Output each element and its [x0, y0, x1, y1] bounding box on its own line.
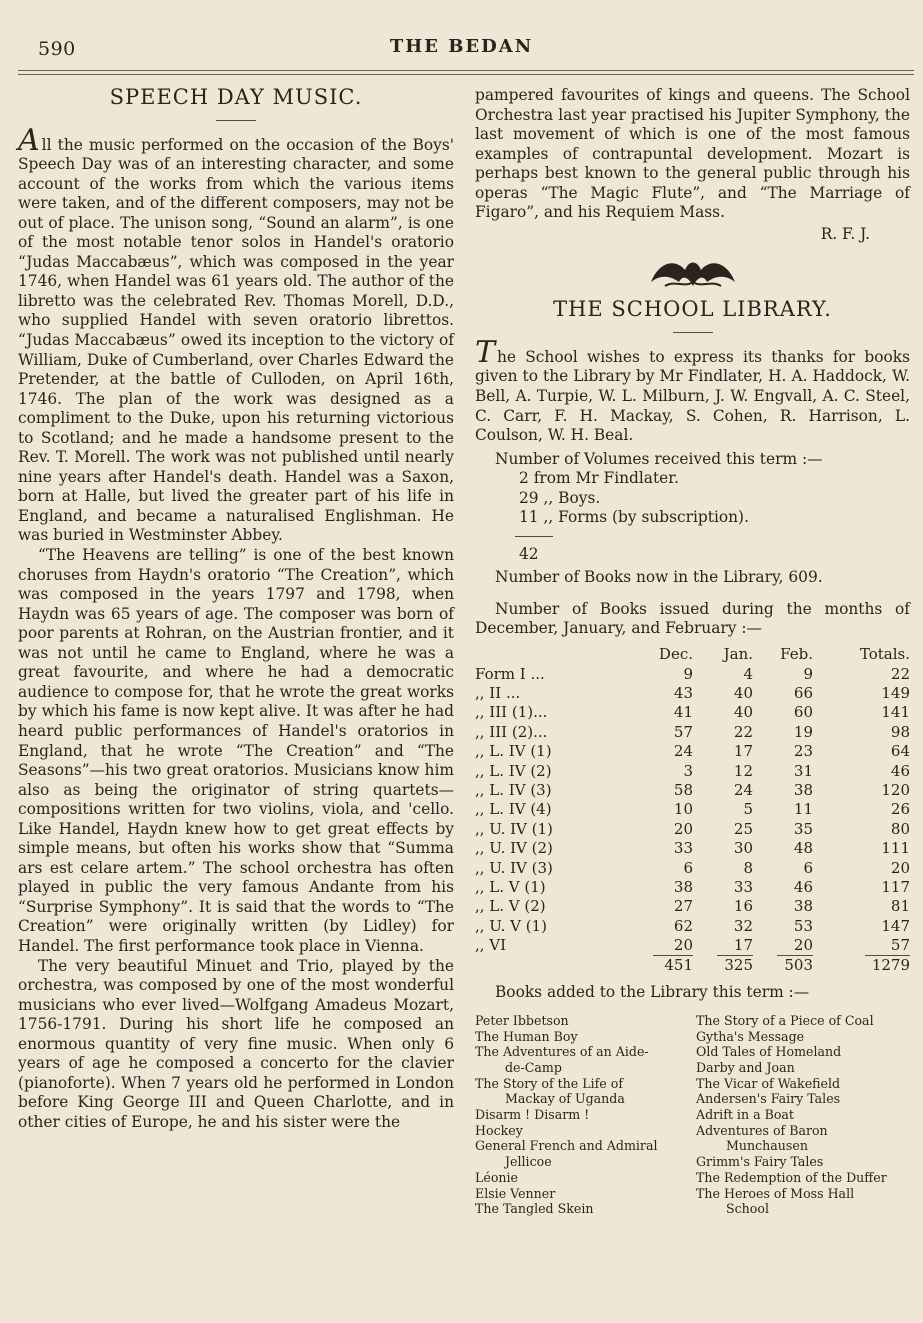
row-feb: 31: [793, 761, 813, 780]
list-item: Peter Ibbetson: [475, 1012, 569, 1028]
header-rule-secondary: [18, 74, 914, 75]
table-row: [475, 858, 910, 877]
list-item: Léonie: [475, 1169, 518, 1185]
speech-day-paragraph-1: All the music performed on the occasion of the Boys' Speech Day was of an interesting character, and some account of the works from which the various items were taken, and of the different composers, may not be out of place. The unison song, “Sound an alarm”, is one of the most notable tenor solos in Handel's oratorio “Judas Maccabæus”, which was composed in the year 1746, when Handel was 61 years old. The author of the libretto was the celebrated Rev. Thomas Morell, D.D., who supplied Handel with seven oratorio librettos. “Judas Maccabæus” owed its inception to the victory of William, Duke of Cumberland, over Charles Edward the Pretender, at the battle of Culloden, on April 16th, 1746. The plan of the work was designed as a compliment to the Duke, upon his returning victorious to Scotland; and he made a handsome present to the Rev. T. Morell. The work was not published until nearly nine years after Handel's death. Handel was a Saxon, born at Halle, but lived the greater part of his life in England, and became a naturalised Englishman. He was buried in Westminster Abbey.: [18, 122, 454, 545]
row-jan: 5: [743, 800, 753, 819]
row-jan: 32: [733, 916, 753, 935]
table-row: [475, 664, 910, 683]
row-feb: 35: [793, 819, 813, 838]
list-item: Adventures of Baron Munchausen: [696, 1122, 828, 1154]
row-feb: 19: [793, 722, 813, 741]
row-total: 117: [881, 877, 910, 896]
books-now-count: Number of Books now in the Library, 609.: [495, 568, 823, 587]
row-dec: 33: [673, 839, 693, 858]
row-jan: 30: [733, 839, 753, 858]
speech-day-paragraph-3-continued: pampered favourites of kings and queens. The School Orchestra last year practised his Jupiter Symphony, the last movement of which is one of the most famous examples of contrapuntal development. Mozart is perhaps best known to the general public through his operas “The Magic Flute”, and “The Marriage of Figaro”, and his Requiem Mass.: [475, 86, 910, 222]
list-item: Disarm ! Disarm !: [475, 1107, 590, 1123]
row-feb: 38: [793, 897, 813, 916]
table-row: [475, 703, 910, 722]
volume-entry: 2 from Mr Findlater.: [519, 469, 679, 488]
library-title-divider: [673, 332, 713, 333]
row-jan: 22: [733, 722, 753, 741]
row-total: 111: [881, 839, 910, 858]
column-header-feb: Feb.: [780, 645, 813, 664]
page-number: 590: [38, 38, 76, 60]
table-row: [475, 761, 910, 780]
list-item: The Heroes of Moss Hall School: [696, 1185, 855, 1217]
row-jan: 33: [733, 877, 753, 896]
row-total: 64: [890, 742, 910, 761]
row-form: ,, II ...: [475, 684, 521, 702]
speech-day-paragraph-2: “The Heavens are telling” is one of the best known choruses from Haydn's oratorio “The Creation”, which was composed in the years 1797 and 1798, when Haydn was 65 years of age. The composer was born of poor parents at Rohran, on the Austrian frontier, and it was not until he came to England, where he was a great favourite, and where he had a democratic audience to compose for, that he wrote the great works by which his fame is now kept alive. It was after he had heard public performances of Handel's oratorios in England, that he wrote “The Creation” and “The Seasons”—his two great oratorios. Musicians know him also as being the originator of string quartets—compositions written for two violins, viola, and 'cello. Like Handel, Haydn knew how to get great effects by simple means, but often his works show that “Summa ars est celare artem.” The school orchestra has often played in public the very famous Andante from his “Surprise Symphony”. It is said that the words to “The Creation” were originally written (by Lidley) for Handel. The first performance took place in Vienna.: [18, 546, 454, 955]
list-item: Grimm's Fairy Tales: [696, 1154, 824, 1170]
list-item: The Tangled Skein: [475, 1201, 594, 1217]
row-feb: 66: [793, 684, 813, 702]
list-item: The Human Boy: [475, 1028, 578, 1044]
volume-entry: 11 ,, Forms (by subscription).: [519, 508, 749, 527]
row-feb: 9: [803, 664, 813, 683]
list-item: Old Tales of Homeland: [696, 1044, 842, 1060]
table-row: [475, 878, 910, 897]
row-feb: 6: [803, 858, 813, 877]
row-total: 57: [890, 936, 910, 955]
row-total: 149: [881, 684, 910, 702]
table-row: [475, 917, 910, 936]
row-jan: 4: [743, 664, 753, 683]
row-form: Form I ...: [475, 664, 545, 683]
row-dec: 24: [673, 742, 693, 761]
row-dec: 9: [683, 664, 693, 683]
total-feb: 503: [784, 956, 813, 975]
list-item: The Vicar of Wakefield: [696, 1075, 841, 1091]
row-jan: 12: [733, 761, 753, 780]
volumes-heading: Number of Volumes received this term :—: [495, 449, 823, 468]
row-form: ,, L. V (2): [475, 897, 546, 916]
header-rule: [18, 70, 914, 71]
volumes-sum-rule: [515, 536, 553, 537]
row-form: ,, L. IV (2): [475, 761, 552, 780]
row-dec: 62: [673, 916, 693, 935]
row-feb: 48: [793, 839, 813, 858]
row-form: ,, L. V (1): [475, 877, 546, 896]
table-row: [475, 839, 910, 858]
table-row: [475, 897, 910, 916]
row-feb: 38: [793, 780, 813, 799]
table-row: [475, 781, 910, 800]
row-total: 22: [890, 664, 910, 683]
row-form: ,, L. IV (3): [475, 780, 552, 799]
column-header-dec: Dec.: [658, 645, 693, 664]
volume-entry: 29 ,, Boys.: [519, 488, 601, 507]
row-feb: 23: [793, 742, 813, 761]
row-jan: 8: [743, 858, 753, 877]
total-jan: 325: [724, 956, 753, 975]
row-dec: 20: [673, 936, 693, 955]
row-form: ,, VI: [475, 936, 507, 955]
list-item: The Story of a Piece of Coal: [696, 1012, 874, 1028]
row-form: ,, L. IV (4): [475, 800, 552, 819]
row-jan: 24: [733, 780, 753, 799]
ornament-icon: [645, 252, 741, 294]
row-feb: 60: [793, 703, 813, 722]
row-total: 147: [881, 916, 910, 935]
issued-table-header: [475, 645, 910, 664]
row-dec: 3: [683, 761, 693, 780]
row-total: 120: [881, 780, 910, 799]
row-dec: 41: [673, 703, 693, 722]
issued-totals-row: [475, 955, 910, 975]
table-row: [475, 820, 910, 839]
drop-cap: A: [18, 122, 40, 158]
issued-table: [475, 645, 910, 975]
title-divider: [216, 120, 256, 121]
total-all: 1279: [871, 956, 910, 975]
row-form: ,, U. IV (2): [475, 839, 553, 858]
row-jan: 25: [733, 819, 753, 838]
running-title: THE BEDAN: [389, 36, 534, 57]
list-item: Andersen's Fairy Tales: [696, 1091, 841, 1107]
row-form: ,, U. IV (1): [475, 819, 553, 838]
left-column: [18, 80, 454, 1132]
issued-heading: Number of Books issued during the months of December, January, and February :—: [475, 599, 910, 638]
right-column: [475, 80, 910, 1217]
row-dec: 57: [673, 722, 693, 741]
column-header-totals: Totals.: [859, 645, 910, 664]
list-item: Elsie Venner: [475, 1185, 556, 1201]
row-jan: 16: [733, 897, 753, 916]
row-jan: 40: [733, 703, 753, 722]
row-feb: 20: [793, 936, 813, 955]
row-total: 26: [890, 800, 910, 819]
row-form: ,, L. IV (1): [475, 742, 552, 761]
row-jan: 17: [733, 936, 753, 955]
row-dec: 58: [673, 780, 693, 799]
article-title-speech-day: SPEECH DAY MUSIC.: [109, 85, 363, 109]
row-dec: 38: [673, 877, 693, 896]
row-dec: 27: [673, 897, 693, 916]
books-added-left-column: [475, 1013, 692, 1217]
books-added-right-column: [692, 1013, 910, 1217]
speech-day-paragraph-3: The very beautiful Minuet and Trio, played by the orchestra, was composed by one of the most wonderful musicians who ever lived—Wolfgang Amadeus Mozart, 1756-1791. During his short life he composed an enormous quantity of very fine music. When only 6 years of age he composed a concerto for the clavier (pianoforte). When 7 years old he performed in London before King George III and Queen Charlotte, and in other cities of Europe, he and his sister were the: [18, 956, 454, 1131]
row-dec: 43: [673, 684, 693, 702]
list-item: The Redemption of the Duffer: [696, 1169, 887, 1185]
article-title-library: THE SCHOOL LIBRARY.: [553, 297, 832, 322]
page-header: [0, 30, 923, 64]
list-item: The Adventures of an Aide- de-Camp: [475, 1044, 649, 1075]
row-total: 20: [890, 858, 910, 877]
books-added-list: [475, 1013, 910, 1217]
row-dec: 10: [673, 800, 693, 819]
column-header-jan: Jan.: [723, 645, 753, 664]
row-form: ,, U. IV (3): [475, 858, 553, 877]
added-heading: Books added to the Library this term :—: [495, 983, 810, 1002]
drop-cap-library: T: [475, 334, 496, 370]
row-jan: 17: [733, 742, 753, 761]
table-row: [475, 723, 910, 742]
row-total: 46: [890, 761, 910, 780]
row-form: ,, III (1)...: [475, 703, 548, 722]
row-feb: 53: [793, 916, 813, 935]
list-item: General French and Admiral Jellicoe: [475, 1138, 658, 1170]
row-form: ,, U. V (1): [475, 916, 547, 935]
table-row: [475, 684, 910, 703]
library-thanks: The School wishes to express its thanks for books given to the Library by Mr Findlater, H. A. Haddock, W. Bell, A. Turpie, W. L. Milburn, J. W. Engvall, A. C. Steel, C. Carr, F. H. Mackay, S. Cohen, R. Harrison, L. Coulson, W. H. Beal.: [475, 334, 910, 445]
row-total: 141: [881, 703, 910, 722]
list-item: Gytha's Message: [696, 1028, 805, 1044]
table-row: [475, 742, 910, 761]
row-form: ,, III (2)...: [475, 722, 548, 741]
row-dec: 20: [673, 819, 693, 838]
table-row: [475, 936, 910, 955]
list-item: Darby and Joan: [696, 1059, 795, 1075]
row-feb: 11: [793, 800, 813, 819]
list-item: Hockey: [475, 1122, 523, 1138]
table-row: [475, 800, 910, 819]
author-signature: R. F. J.: [820, 224, 870, 243]
row-total: 81: [890, 897, 910, 916]
volumes-list: [475, 469, 910, 528]
total-dec: 451: [664, 956, 693, 975]
row-dec: 6: [683, 858, 693, 877]
list-item: The Story of the Life of Mackay of Uganda: [475, 1075, 625, 1107]
row-feb: 46: [793, 877, 813, 896]
volumes-total: 42: [519, 544, 539, 563]
row-total: 98: [890, 722, 910, 741]
list-item: Adrift in a Boat: [696, 1107, 794, 1123]
row-total: 80: [890, 819, 910, 838]
row-jan: 40: [733, 684, 753, 702]
